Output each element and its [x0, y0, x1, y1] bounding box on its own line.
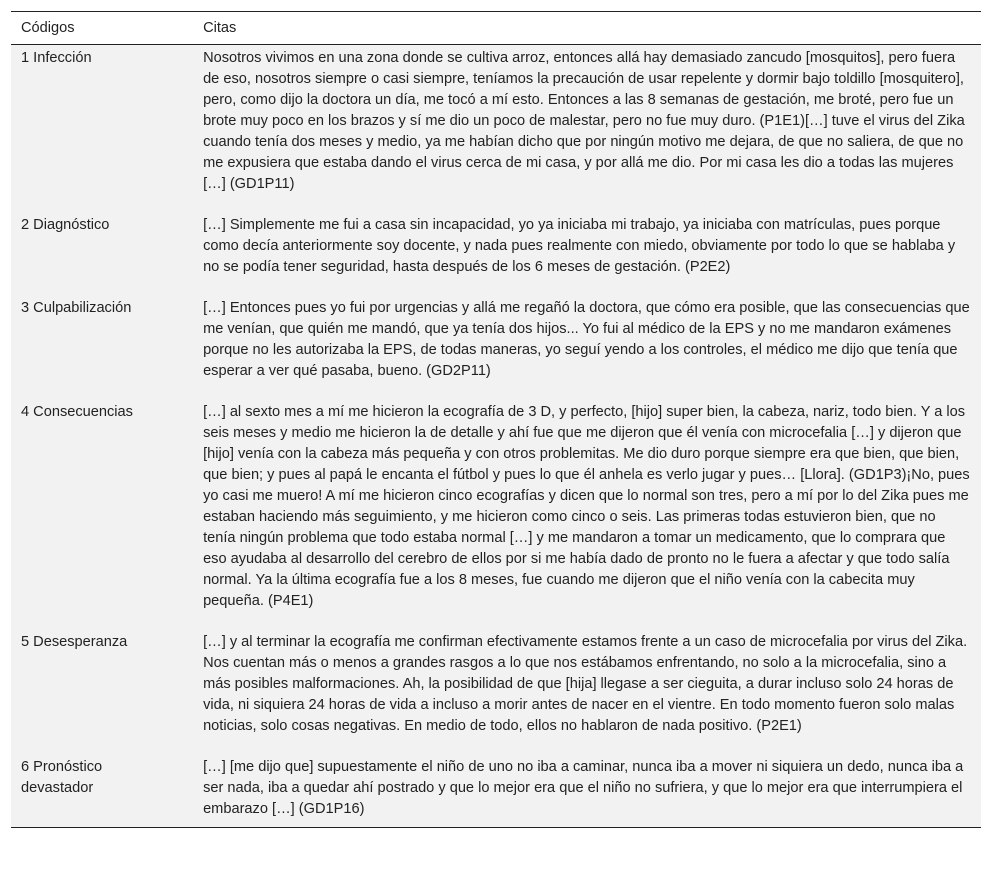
- quote-cell: […] [me dijo que] supuestamente el niño de uno no iba a caminar, nunca iba a mover ni siquiera un dedo, nunca iba a ser nada, iba a quedar ahí postrado y que lo mejor era que el niño no sufriera, y que lo mejor era que interrumpiera el embarazo […] (GD1P16): [203, 759, 964, 817]
- codes-quotes-table: [11, 11, 981, 828]
- code-cell: 5 Desesperanza: [21, 634, 128, 650]
- table-row: [11, 629, 981, 754]
- table-row: [11, 754, 981, 828]
- quote-cell: […] Simplemente me fui a casa sin incapacidad, yo ya iniciaba mi trabajo, ya iniciaba con matrículas, pues porque como decía anteriormente soy docente, y nada pues realmente con miedo, obviamente por todo lo que se hablaba y no se podía tener seguridad, hasta después de los 6 meses de gestación. (P2E2): [203, 217, 956, 275]
- code-cell: 1 Infección: [21, 50, 92, 66]
- table-row: [11, 45, 981, 213]
- header-quotes: Citas: [193, 12, 981, 45]
- table-row: [11, 295, 981, 399]
- quote-cell: Nosotros vivimos en una zona donde se cultiva arroz, entonces allá hay demasiado zancudo [mosquitos], pero fuera de eso, nosotros siempre o casi siempre, teníamos la precaución de usar repelente y dormir bajo toldillo [mosquitero], pero, como dijo la doctora un día, me tocó a mí esto. Entonces a las 8 semanas de gestación, me broté, pero fue un brote muy poco en los brazos y sí me dio un poco de malestar, pero no fue muy duro. (P1E1)[…] tuve el virus del Zika cuando tenía dos meses y medio, ya me habían dicho que por ningún motivo me dejara, de que no saliera, de que no me expusiera que estaba dando el virus cerca de mi casa, y por allá me dio. Por mi casa les dio a todas las mujeres […] (GD1P11): [203, 50, 965, 192]
- code-cell: 6 Pronóstico devastador: [21, 759, 103, 796]
- code-cell: 4 Consecuencias: [21, 404, 133, 420]
- quote-cell: […] al sexto mes a mí me hicieron la ecografía de 3 D, y perfecto, [hijo] super bien, la cabeza, nariz, todo bien. Y a los seis meses y medio me hicieron la de detalle y ahí fue que me dijeron que él venía con microcefalia […] y dijeron que [hijo] venía con la cabeza más pequeña y con otros problemitas. Me dio duro porque siempre era que bien, que bien, que bien; y pues al papá le encanta el fútbol y pues lo que él anhela es verlo jugar y pues… [Llora]. (GD1P3)¡No, pues yo casi me muero! A mí me hicieron cinco ecografías y dicen que lo normal son tres, pero a mí por lo del Zika pues me estaban haciendo más seguimiento, y me hicieron como cinco o seis. Las primeras todas estuvieron bien, que no tenía ningún problema que todo estaba normal […] y me mandaron a tomar un medicamento, que lo comprara que eso ayudaba al desarrollo del cerebro de ellos por si me había dado de pronto no le fuera a afectar y que todo salía normal. Ya la última ecografía fue a los 8 meses, fue cuando me dijeron que el niño venía con la cabecita muy pequeña. (P4E1): [203, 404, 970, 609]
- quote-cell: […] Entonces pues yo fui por urgencias y allá me regañó la doctora, que cómo era posible, que las consecuencias que me venían, que quién me mandó, que ya tenía dos hijos... Yo fui al médico de la EPS y no me mandaron exámenes porque no les autorizaba la EPS, de todas maneras, yo seguí yendo a los controles, el médico me dijo que tenía que esperar a ver qué pasaba, bueno. (GD2P11): [203, 300, 970, 379]
- header-codes: Códigos: [11, 12, 193, 45]
- table-row: [11, 212, 981, 295]
- code-cell: 3 Culpabilización: [21, 300, 132, 316]
- table-row: [11, 399, 981, 629]
- code-cell: 2 Diagnóstico: [21, 217, 110, 233]
- quote-cell: […] y al terminar la ecografía me confirman efectivamente estamos frente a un caso de microcefalia por virus del Zika. Nos cuentan más o menos a grandes rasgos a lo que nos estábamos enfrentando, no solo a la microcefalia, sino a más posibles malformaciones. Ah, la posibilidad de que [hija] llegase a ser cieguita, a durar incluso solo 24 horas de vida, ni siquiera 24 horas de vida a incluso a morir antes de nacer en el vientre. En todo momento fueron solo malas noticias, solo cosas negativas. En medio de todo, ellos no hablaron de nada positivo. (P2E1): [203, 634, 968, 734]
- codes-quotes-table-container: [11, 11, 981, 828]
- table-header-row: [11, 12, 981, 45]
